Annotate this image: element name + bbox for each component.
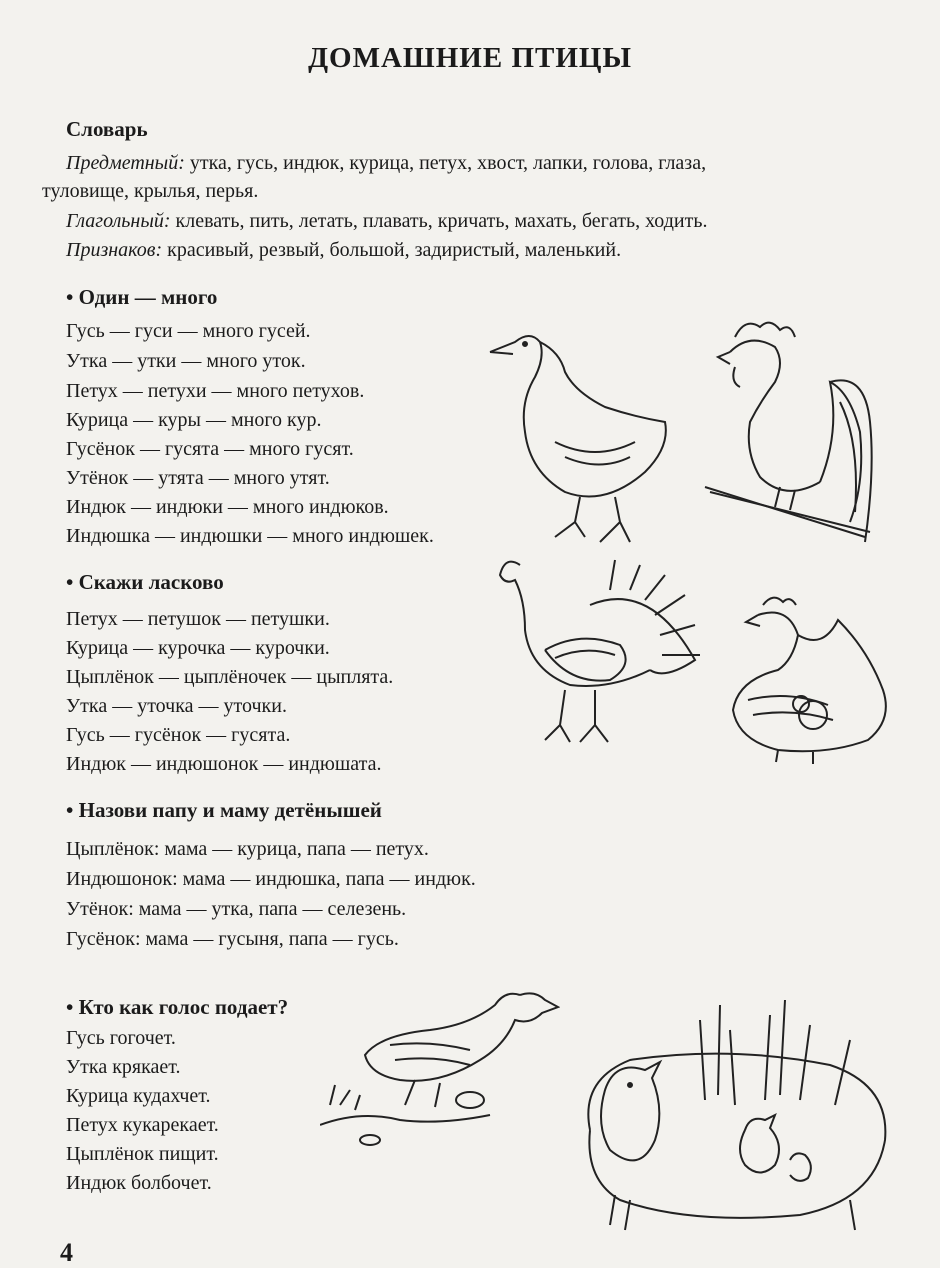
rooster-illustration	[690, 312, 890, 592]
list-item: Петух — петухи — много петухов.	[66, 380, 365, 402]
list-item: Индюк — индюки — много индюков.	[66, 496, 389, 518]
list-item: Петух кукарекает.	[66, 1114, 219, 1136]
section-voices-title: • Кто как голос подает?	[66, 995, 288, 1020]
verb-text: клевать, пить, летать, плавать, кричать, махать, бегать, ходить.	[170, 210, 708, 232]
list-item: Индюшонок: мама — индюшка, папа — индюк.	[66, 868, 476, 890]
section-affection-title: • Скажи ласково	[66, 570, 224, 595]
verb-label: Глагольный:	[66, 210, 171, 232]
list-item: Индюк болбочет.	[66, 1172, 212, 1194]
duck-illustration	[320, 975, 560, 1175]
list-item: Цыплёнок: мама — курица, папа — петух.	[66, 838, 429, 860]
list-item: Цыплёнок пищит.	[66, 1143, 219, 1165]
turkey-illustration	[490, 550, 720, 755]
list-item: Утка — уточка — уточки.	[66, 695, 287, 717]
section-parents-title: • Назови папу и маму детёнышей	[66, 798, 382, 823]
list-item: Утка — утки — много уток.	[66, 350, 306, 372]
adj-label: Признаков:	[66, 239, 163, 261]
list-item: Гусёнок — гусята — много гусят.	[66, 438, 354, 460]
hen-illustration	[718, 590, 898, 765]
list-item: Утка крякает.	[66, 1056, 181, 1078]
dictionary-heading: Словарь	[66, 117, 148, 141]
list-item: Гусь — гуси — много гусей.	[66, 320, 311, 342]
dictionary-subject	[66, 152, 706, 175]
page-title: ДОМАШНИЕ ПТИЦЫ	[308, 42, 632, 74]
list-item: Петух — петушок — петушки.	[66, 608, 330, 630]
list-item: Курица кудахчет.	[66, 1085, 211, 1107]
list-item: Курица — куры — много кур.	[66, 409, 322, 431]
list-item: Утёнок — утята — много утят.	[66, 467, 330, 489]
dictionary-adjectives	[66, 239, 621, 262]
list-item: Курица — курочка — курочки.	[66, 637, 330, 659]
dictionary-verbs	[66, 210, 707, 233]
list-item: Гусь — гусёнок — гусята.	[66, 724, 291, 746]
list-item: Утёнок: мама — утка, папа — селезень.	[66, 898, 407, 920]
list-item: Гусёнок: мама — гусыня, папа — гусь.	[66, 928, 399, 950]
subject-text: утка, гусь, индюк, курица, петух, хвост, лапки, голова, глаза,	[184, 152, 707, 174]
subject-label: Предметный:	[66, 152, 185, 174]
page-number: 4	[60, 1238, 73, 1267]
list-item: Гусь гогочет.	[66, 1027, 176, 1049]
list-item: Цыплёнок — цыплёночек — цыплята.	[66, 666, 394, 688]
list-item: Индюк — индюшонок — индюшата.	[66, 753, 382, 775]
section-one-many-title: • Один — много	[66, 285, 217, 310]
adj-text: красивый, резвый, большой, задиристый, маленький.	[162, 239, 622, 261]
goose-illustration	[485, 322, 675, 552]
list-item: Индюшка — индюшки — много индюшек.	[66, 525, 434, 547]
pond-illustration	[570, 1000, 900, 1245]
dictionary-subject-cont: туловище, крылья, перья.	[42, 180, 259, 202]
